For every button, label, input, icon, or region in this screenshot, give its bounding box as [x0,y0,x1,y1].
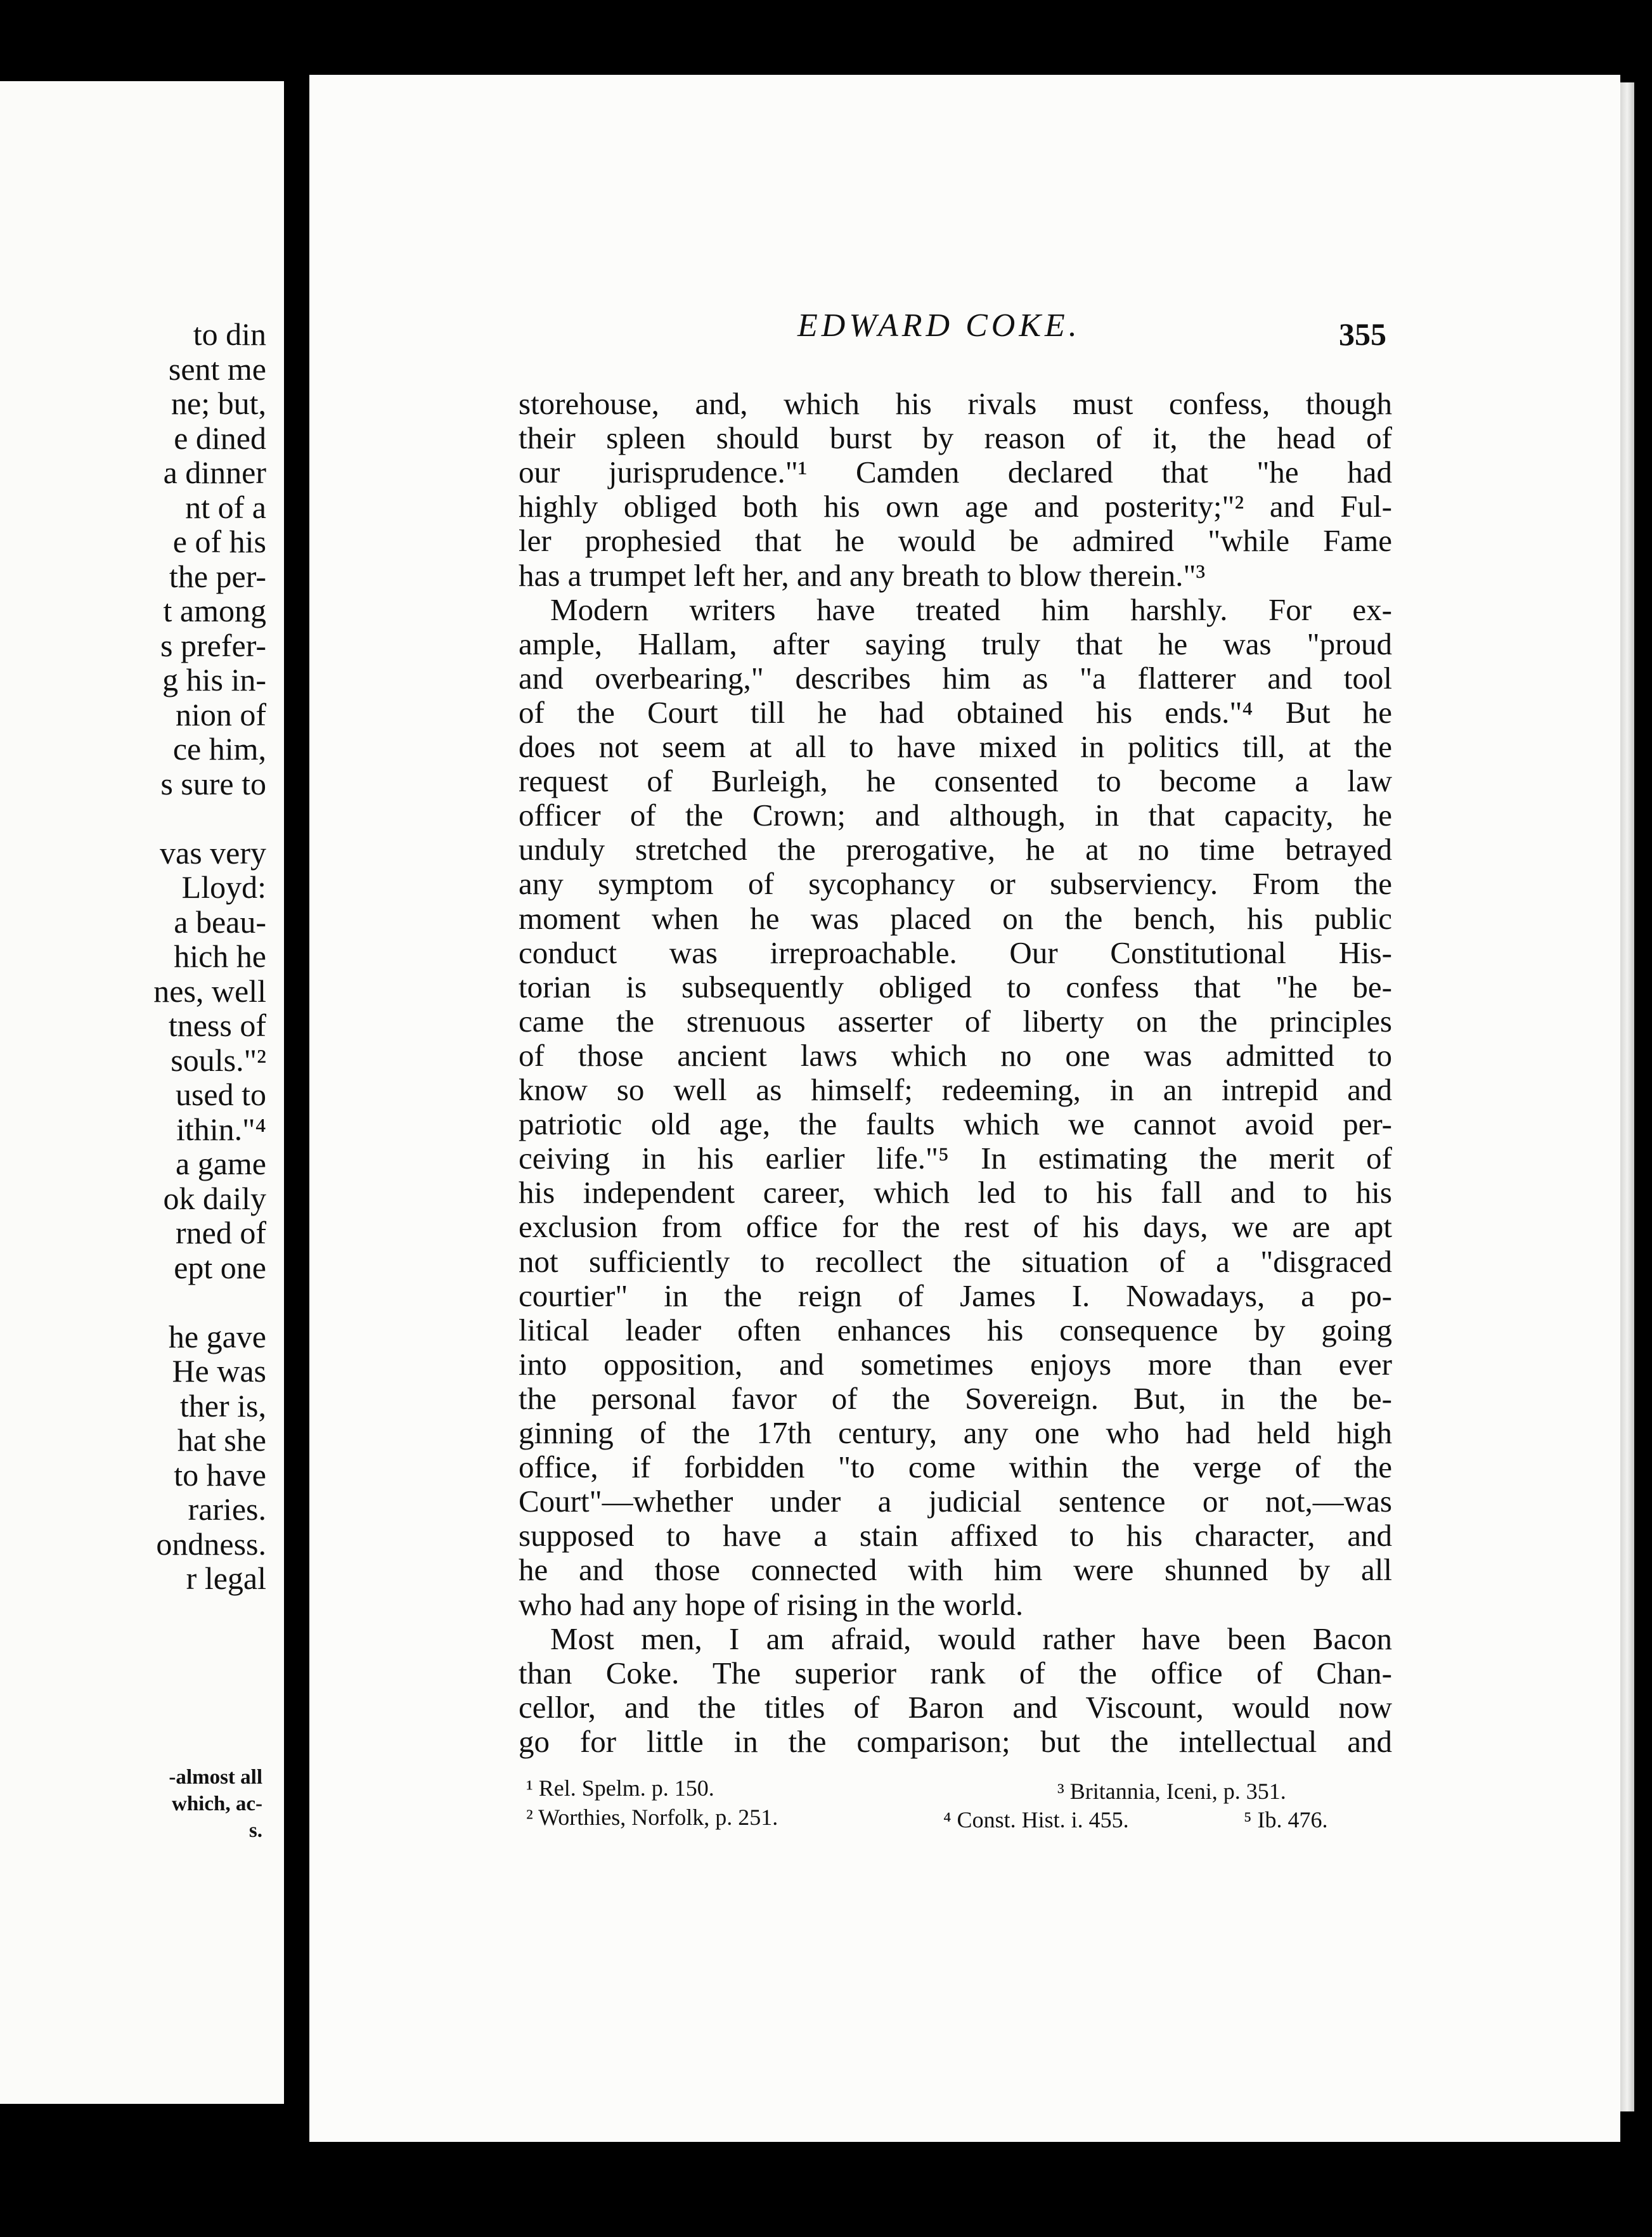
left-page-line: a game [176,1146,266,1181]
body-line: patriotic old age, the faults which we cannot avoid per- [519,1106,1392,1142]
left-page-line: ther is, [179,1387,266,1423]
body-line: and overbearing," describes him as "a flatterer and tool [519,660,1392,696]
left-page-line: tness of [168,1008,266,1043]
left-page-line: ithin."⁴ [176,1111,266,1147]
footnote: ¹ Rel. Spelm. p. 150. [526,1775,714,1801]
body-line: any symptom of sycophancy or subserviency. From the [519,866,1392,902]
left-page-line: the per- [169,558,266,594]
body-line: ginning of the 17th century, any one who had held high [519,1415,1392,1450]
left-page-line: nt of a [185,489,266,525]
left-page-line: t among [163,593,266,628]
body-line: conduct was irreproachable. Our Constitutional His- [519,935,1392,970]
left-page-line: hat she [177,1422,266,1458]
left-page-footnote: which, ac- [172,1793,262,1815]
left-page-line: a beau- [174,904,266,940]
body-line: into opposition, and sometimes enjoys more than ever [519,1346,1392,1382]
left-page-line: e dined [174,420,266,456]
book-gutter [284,0,309,2237]
left-page-line: He was [172,1353,266,1389]
body-line: of those ancient laws which no one was admitted to [519,1037,1392,1073]
body-line: does not seem at all to have mixed in politics till, at the [519,729,1392,764]
left-page-line: used to [175,1077,266,1112]
body-line: torian is subsequently obliged to confess that "he be- [519,969,1392,1004]
footnote: ⁴ Const. Hist. i. 455. [943,1807,1129,1832]
left-page-line: sent me [168,351,266,387]
body-line: not sufficiently to recollect the situation of a "disgraced [519,1243,1392,1279]
left-page [0,81,284,2104]
body-line: the personal favor of the Sovereign. But, in the be- [519,1380,1392,1416]
left-page-line: ok daily [163,1180,266,1216]
body-line: highly obliged both his own age and posterity;"² and Ful- [519,489,1392,524]
body-line: go for little in the comparison; but the intellectual and [519,1723,1392,1759]
left-page-line: ept one [174,1249,266,1285]
body-line: cellor, and the titles of Baron and Viscount, would now [519,1689,1392,1725]
left-page-line: to have [174,1456,266,1493]
left-page-line: a dinner [163,455,266,490]
body-line: their spleen should burst by reason of it, the head of [519,420,1392,456]
body-line: he and those connected with him were shunned by all [519,1552,1392,1588]
left-page-line: ondness. [156,1526,266,1562]
left-page-footnote: s. [248,1819,262,1842]
footnote: ² Worthies, Norfolk, p. 251. [526,1805,778,1830]
body-line: ler prophesied that he would be admired "while Fame [519,523,1392,559]
body-line: unduly stretched the prerogative, he at no time betrayed [519,832,1392,867]
footnote: ⁵ Ib. 476. [1244,1807,1328,1832]
left-page-line: raries. [188,1491,266,1527]
left-page-line: vas very [160,834,266,871]
body-line: know so well as himself; redeeming, in an intrepid and [519,1072,1392,1107]
footnote: ³ Britannia, Iceni, p. 351. [1057,1779,1286,1804]
left-page-line: nion of [175,696,266,732]
left-page-line: Lloyd: [181,869,266,905]
page-edge [1620,82,1634,2111]
body-line: request of Burleigh, he consented to become a law [519,763,1392,799]
body-line: supposed to have a stain affixed to his character, and [519,1518,1392,1553]
left-page-line: rned of [176,1215,266,1250]
body-line: office, if forbidden "to come within the verge of the [519,1449,1392,1485]
left-page-line: r legal [186,1560,266,1596]
body-line: officer of the Crown; and although, in that capacity, he [519,798,1392,833]
left-page-line: e of his [172,524,266,559]
left-page-line: hich he [174,938,266,974]
body-line: Most men, I am afraid, would rather have been Bacon [550,1621,1392,1656]
body-line: storehouse, and, which his rivals must confess, though [519,386,1392,421]
left-page-line: souls."² [171,1042,266,1078]
body-line: litical leader often enhances his consequence by going [519,1312,1392,1347]
body-line: our jurisprudence."¹ Camden declared that "he had [519,455,1392,490]
body-line: ample, Hallam, after saying truly that he was "proud [519,626,1392,661]
body-line: of the Court till he had obtained his ends."⁴ But he [519,694,1392,730]
body-line: ceiving in his earlier life."⁵ In estimating the merit of [519,1141,1392,1176]
left-page-line: ce him, [172,731,266,767]
left-page-footnote: -almost all [169,1766,262,1789]
body-line: Court"—whether under a judicial sentence or not,—was [519,1484,1392,1519]
left-page-line: nes, well [153,973,266,1009]
left-page-line: s prefer- [160,627,266,663]
body-line: has a trumpet left her, and any breath to blow therein."³ [519,557,1206,593]
body-line: exclusion from office for the rest of his days, we are apt [519,1209,1392,1245]
body-line: came the strenuous asserter of liberty on the principles [519,1003,1392,1039]
running-head: EDWARD COKE. [797,308,1081,344]
body-line: Modern writers have treated him harshly. For ex- [550,592,1392,627]
body-line: moment when he was placed on the bench, his public [519,900,1392,936]
page-number: 355 [1339,316,1386,352]
left-page-line: s sure to [160,765,266,801]
body-line: courtier" in the reign of James I. Nowadays, a po- [519,1278,1392,1313]
left-page-line: ne; but, [171,386,266,421]
left-page-line: he gave [168,1318,266,1354]
body-line: who had any hope of rising in the world. [519,1586,1024,1622]
body-line: than Coke. The superior rank of the office of Chan- [519,1655,1392,1690]
body-line: his independent career, which led to his fall and to his [519,1175,1392,1210]
left-page-line: to din [193,316,266,352]
left-page-line: g his in- [162,662,266,697]
